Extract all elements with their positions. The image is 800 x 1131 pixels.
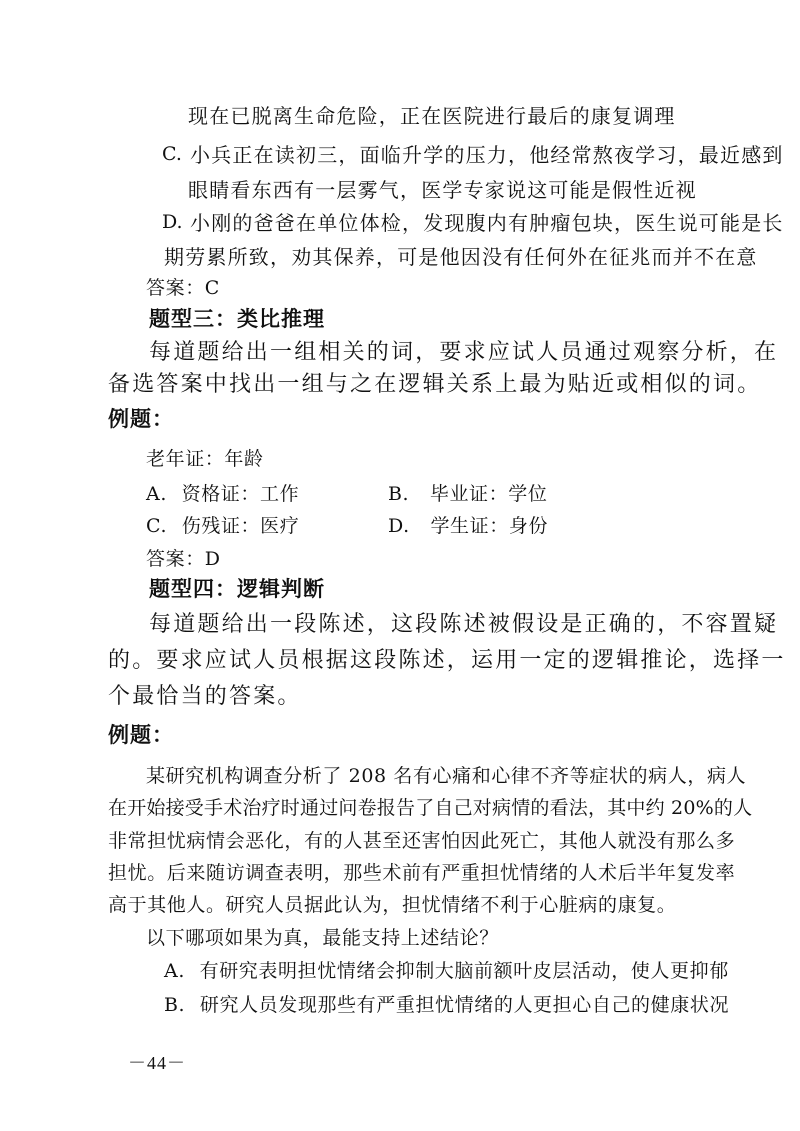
section3-heading: 题型三：类比推理 xyxy=(149,307,325,331)
section4-desc-line2: 的。要求应试人员根据这段陈述，运用一定的逻辑推论，选择一 xyxy=(108,648,786,673)
passage-line-1: 某研究机构调查分析了 208 名有心痛和心律不齐等症状的病人，病人 xyxy=(146,765,747,787)
passage-line-5: 高于其他人。研究人员据此认为，担忧情绪不利于心脏病的康复。 xyxy=(108,894,677,916)
option-c-label: C. xyxy=(162,143,182,165)
section3-option-a xyxy=(146,485,299,504)
section4-option-b xyxy=(164,996,729,1015)
option-text: 毕业证：学位 xyxy=(429,483,548,505)
page-number: －44－ xyxy=(128,1053,186,1073)
option-d-line1: 小刚的爸爸在单位体检，发现腹内有肿瘤包块，医生说可能是长 xyxy=(190,211,784,235)
answer-d: 答案：D xyxy=(146,548,221,570)
option-label: A. xyxy=(146,483,167,505)
option-text: 伤残证：医疗 xyxy=(181,515,300,537)
section4-heading: 题型四：逻辑判断 xyxy=(149,577,325,601)
section3-option-b xyxy=(388,485,547,504)
section4-desc-line1: 每道题给出一段陈述，这段陈述被假设是正确的，不容置疑 xyxy=(149,612,779,637)
option-text: 资格证：工作 xyxy=(181,483,300,505)
option-label: B. xyxy=(164,994,186,1016)
section3-example-label: 例题： xyxy=(108,407,174,431)
option-b-continuation: 现在已脱离生命危险，正在医院进行最后的康复调理 xyxy=(188,104,676,128)
option-c-line1: 小兵正在读初三，面临升学的压力，他经常熬夜学习，最近感到 xyxy=(190,143,784,167)
passage-line-2: 在开始接受手术治疗时通过问卷报告了自己对病情的看法，其中约 20%的人 xyxy=(108,797,753,819)
section3-desc-line1: 每道题给出一组相关的词，要求应试人员通过观察分析，在 xyxy=(149,340,779,365)
answer-c: 答案：C xyxy=(146,277,220,299)
option-text: 学生证：身份 xyxy=(430,515,549,537)
passage-line-3: 非常担忧病情会恶化，有的人甚至还害怕因此死亡，其他人就没有那么多 xyxy=(108,830,736,852)
section3-desc-line2: 备选答案中找出一组与之在逻辑关系上最为贴近或相似的词。 xyxy=(108,372,762,397)
section3-stem: 老年证：年龄 xyxy=(146,448,264,470)
question-text: 以下哪项如果为真，最能支持上述结论？ xyxy=(146,927,499,949)
option-text: 研究人员发现那些有严重担忧情绪的人更担心自己的健康状况 xyxy=(199,994,730,1016)
section3-option-c xyxy=(146,517,299,536)
passage-line-4: 担忧。后来随访调查表明，那些术前有严重担忧情绪的人术后半年复发率 xyxy=(108,862,736,884)
section4-option-a xyxy=(164,962,729,981)
option-label: A. xyxy=(164,960,185,982)
section3-option-d xyxy=(388,517,548,536)
option-d-line2: 期劳累所致，劝其保养，可是他因没有任何外在征兆而并不在意 xyxy=(164,245,758,269)
section4-example-label: 例题： xyxy=(108,723,174,747)
option-label: B. xyxy=(388,483,410,505)
section4-desc-line3: 个最恰当的答案。 xyxy=(108,684,302,709)
option-d-label: D. xyxy=(162,211,183,233)
option-c-line2: 眼睛看东西有一层雾气，医学专家说这可能是假性近视 xyxy=(188,178,697,202)
option-label: D. xyxy=(388,515,410,537)
option-label: C. xyxy=(146,515,168,537)
option-text: 有研究表明担忧情绪会抑制大脑前额叶皮层活动，使人更抑郁 xyxy=(199,960,729,982)
